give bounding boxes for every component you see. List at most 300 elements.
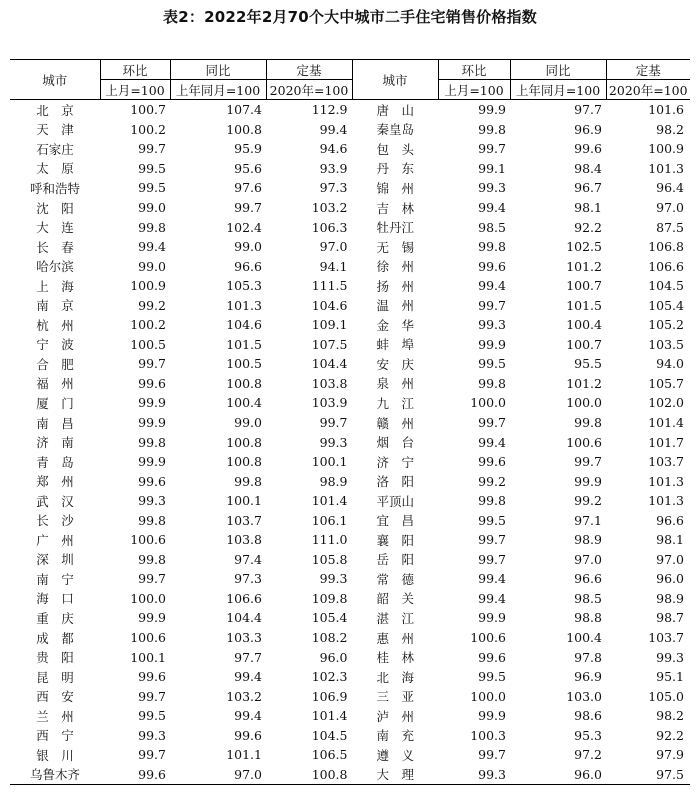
mom-right-cell: 99.8 — [478, 239, 506, 255]
mom-left-cell: 99.5 — [138, 180, 166, 196]
yoy-left-cell: 97.4 — [234, 551, 262, 567]
yoy-right-cell: 96.6 — [574, 571, 602, 587]
mom-left-cell: 99.7 — [138, 356, 166, 372]
mom-right-cell: 99.8 — [478, 375, 506, 391]
fixed-right-cell: 103.7 — [648, 454, 684, 470]
fixed-right-cell: 102.0 — [648, 395, 684, 411]
mom-right-cell: 99.6 — [478, 258, 506, 274]
fixed-right-cell: 99.3 — [656, 649, 684, 665]
table-row — [10, 354, 690, 374]
city-left-cell: 西 安 — [36, 689, 74, 705]
mom-right-cell: 99.2 — [478, 473, 506, 489]
yoy-left-cell: 99.4 — [234, 669, 262, 685]
city-left-cell: 长 沙 — [36, 513, 74, 529]
mom-right-cell: 99.4 — [478, 278, 506, 294]
mom-base-header-right: 上月=100 — [438, 80, 510, 100]
fixed-left-cell: 93.9 — [319, 160, 348, 176]
fixed-right-cell: 97.0 — [656, 200, 684, 215]
mom-base-header: 上月=100 — [100, 80, 170, 100]
city-right-cell: 南 充 — [376, 728, 414, 744]
table-row — [10, 432, 690, 452]
city-left-cell: 广 州 — [36, 532, 74, 548]
mom-right-cell: 99.7 — [478, 747, 506, 763]
table-row — [10, 413, 690, 433]
yoy-left-cell: 99.0 — [234, 239, 262, 255]
fixed-left-cell: 100.8 — [266, 765, 352, 785]
yoy-left-cell: 103.7 — [226, 512, 262, 528]
city-right-cell: 温 州 — [376, 298, 414, 314]
city-left-cell: 重 庆 — [36, 610, 74, 626]
mom-left-cell: 100.1 — [130, 649, 166, 665]
yoy-right-cell: 96.7 — [574, 180, 602, 196]
table-row — [10, 335, 690, 355]
yoy-left-cell: 100.8 — [226, 375, 262, 391]
mom-header: 环比 — [100, 60, 170, 80]
mom-right-cell: 99.3 — [478, 180, 506, 196]
yoy-right-cell: 100.6 — [566, 434, 602, 450]
yoy-left-cell: 99.7 — [234, 200, 262, 215]
yoy-left-cell: 100.4 — [226, 395, 262, 411]
mom-right-cell: 99.9 — [478, 336, 506, 352]
fixed-left-cell: 111.5 — [311, 278, 348, 294]
yoy-left-cell: 101.5 — [226, 336, 262, 352]
fixed-right-cell: 106.6 — [648, 258, 684, 274]
fixed-left-cell: 97.0 — [319, 239, 348, 255]
yoy-left-cell: 97.6 — [234, 180, 262, 196]
yoy-left-cell: 96.6 — [234, 258, 262, 274]
yoy-left-cell: 99.8 — [234, 473, 262, 489]
city-left-cell: 厦 门 — [36, 395, 74, 411]
city-left-cell: 石家庄 — [36, 141, 74, 157]
city-left-cell: 乌鲁木齐 — [10, 765, 100, 785]
mom-left-cell: 99.6 — [138, 375, 166, 391]
mom-right-cell: 100.3 — [470, 727, 506, 743]
mom-right-cell: 99.8 — [478, 121, 506, 137]
mom-left-cell: 100.0 — [130, 590, 166, 606]
city-left-cell: 济 南 — [36, 435, 74, 451]
mom-left-cell: 99.0 — [138, 200, 166, 215]
yoy-right-cell: 100.4 — [566, 630, 602, 646]
city-left-cell: 呼和浩特 — [29, 180, 80, 196]
mom-left-cell: 100.9 — [130, 278, 166, 294]
fixed-right-cell: 95.1 — [656, 669, 684, 685]
table-row — [10, 550, 690, 570]
city-left-cell: 太 原 — [36, 161, 74, 177]
yoy-right-cell: 100.4 — [566, 317, 602, 333]
fixed-left-cell: 103.2 — [311, 200, 348, 215]
mom-right-cell: 99.7 — [478, 297, 506, 313]
fixed-left-cell: 99.7 — [319, 415, 348, 431]
city-right-cell: 泉 州 — [376, 376, 414, 392]
yoy-right-cell: 100.7 — [566, 278, 602, 294]
yoy-right-cell: 97.2 — [574, 747, 602, 763]
city-left-cell: 天 津 — [36, 122, 74, 138]
yoy-left-cell: 97.3 — [234, 571, 262, 587]
yoy-right-cell: 100.7 — [566, 336, 602, 352]
fixed-right-cell: 98.2 — [656, 121, 684, 137]
yoy-right-cell: 98.5 — [574, 590, 602, 606]
yoy-left-cell: 95.9 — [234, 141, 262, 157]
city-header: 城市 — [10, 60, 100, 100]
yoy-left-cell: 104.6 — [226, 317, 262, 333]
yoy-left-cell: 99.4 — [234, 708, 262, 724]
fixed-right-cell: 96.4 — [656, 180, 684, 196]
table-row — [10, 276, 690, 296]
city-right-cell: 唐 山 — [376, 102, 414, 118]
yoy-left-cell: 100.5 — [226, 356, 262, 372]
yoy-right-cell: 102.5 — [566, 239, 602, 255]
city-right-cell: 常 德 — [376, 571, 414, 587]
city-right-cell: 湛 江 — [376, 610, 414, 626]
yoy-left-cell: 103.8 — [226, 532, 262, 548]
yoy-right-cell: 101.2 — [566, 258, 602, 274]
mom-left-cell: 99.9 — [138, 415, 166, 431]
city-left-cell: 杭 州 — [36, 317, 74, 333]
mom-left-cell: 100.2 — [130, 317, 166, 333]
mom-left-cell: 99.7 — [138, 688, 166, 704]
city-left-cell: 银 川 — [36, 747, 74, 763]
fixed-left-cell: 107.5 — [311, 336, 348, 352]
mom-left-cell: 99.2 — [138, 297, 166, 313]
mom-right-cell: 100.0 — [470, 395, 506, 411]
city-right-cell: 锦 州 — [376, 180, 414, 196]
city-left-cell: 哈尔滨 — [36, 259, 74, 275]
mom-right-cell: 99.9 — [478, 102, 506, 118]
yoy-left-cell: 103.2 — [226, 688, 262, 704]
table-row — [10, 393, 690, 413]
yoy-right-cell: 95.5 — [574, 356, 602, 372]
fixed-right-cell: 98.1 — [656, 532, 684, 548]
mom-right-cell: 99.3 — [478, 317, 506, 333]
yoy-right-cell: 101.5 — [566, 297, 602, 313]
city-right-cell: 无 锡 — [376, 239, 414, 255]
yoy-left-cell: 101.3 — [226, 297, 262, 313]
yoy-right-cell: 98.8 — [574, 610, 602, 626]
table-row — [10, 471, 690, 491]
fixed-left-cell: 109.1 — [311, 317, 348, 333]
fixed-right-cell: 97.9 — [656, 747, 684, 763]
fixed-header-right: 定基 — [606, 60, 690, 80]
city-right-cell: 北 海 — [376, 669, 414, 685]
fixed-right-cell: 101.3 — [648, 160, 684, 176]
fixed-left-cell: 106.9 — [311, 688, 348, 704]
mom-right-cell: 100.0 — [470, 688, 506, 704]
table-row — [10, 569, 690, 589]
fixed-right-cell: 98.2 — [656, 708, 684, 724]
city-right-cell: 襄 阳 — [376, 532, 414, 548]
city-left-cell: 南 昌 — [36, 415, 74, 431]
city-left-cell: 武 汉 — [36, 493, 74, 509]
city-left-cell: 西 宁 — [36, 728, 74, 744]
yoy-right-cell: 103.0 — [566, 688, 602, 704]
mom-left-cell: 100.6 — [130, 532, 166, 548]
table-row — [10, 745, 690, 765]
yoy-right-cell: 96.0 — [510, 765, 606, 785]
table-row — [10, 510, 690, 530]
mom-left-cell: 99.8 — [138, 512, 166, 528]
city-right-cell: 金 华 — [376, 317, 414, 333]
mom-left-cell: 99.9 — [138, 395, 166, 411]
fixed-right-cell: 105.7 — [648, 375, 684, 391]
table-row — [10, 706, 690, 726]
city-right-cell: 包 头 — [376, 141, 414, 157]
price-index-table — [10, 59, 690, 785]
yoy-left-cell: 107.4 — [226, 102, 262, 118]
yoy-right-cell: 101.2 — [566, 375, 602, 391]
mom-right-cell: 98.5 — [478, 219, 506, 235]
table-row — [10, 374, 690, 394]
yoy-right-cell: 98.9 — [574, 532, 602, 548]
fixed-left-cell: 99.4 — [319, 121, 348, 137]
city-right-cell: 徐 州 — [376, 259, 414, 275]
table-row — [10, 256, 690, 276]
city-right-cell: 泸 州 — [376, 708, 414, 724]
yoy-right-cell: 96.9 — [574, 669, 602, 685]
yoy-right-cell: 99.6 — [574, 141, 602, 157]
city-right-cell: 济 宁 — [376, 454, 414, 470]
fixed-left-cell: 102.3 — [311, 669, 348, 685]
yoy-right-cell: 96.9 — [574, 121, 602, 137]
fixed-left-cell: 103.8 — [311, 375, 348, 391]
table-row — [10, 100, 690, 120]
city-right-cell: 九 江 — [376, 395, 414, 411]
yoy-right-cell: 92.2 — [574, 219, 602, 235]
mom-right-cell: 99.4 — [478, 571, 506, 587]
fixed-right-cell: 104.5 — [648, 278, 684, 294]
fixed-left-cell: 109.8 — [311, 590, 348, 606]
city-left-cell: 福 州 — [36, 376, 74, 392]
table-row — [10, 530, 690, 550]
table-title: 表2：2022年2月70个大中城市二手住宅销售价格指数 — [163, 8, 537, 26]
city-right-cell: 岳 阳 — [376, 552, 414, 568]
city-right-cell: 惠 州 — [376, 630, 414, 646]
fixed-right-cell: 103.5 — [648, 336, 684, 352]
yoy-right-cell: 99.8 — [574, 415, 602, 431]
mom-left-cell: 99.3 — [138, 493, 166, 509]
yoy-right-cell: 97.8 — [574, 649, 602, 665]
yoy-right-cell: 95.3 — [574, 727, 602, 743]
fixed-header: 定基 — [266, 60, 352, 80]
mom-right-cell: 99.7 — [478, 415, 506, 431]
city-right-cell: 宜 昌 — [376, 513, 414, 529]
mom-right-cell: 99.5 — [478, 512, 506, 528]
table-row — [10, 667, 690, 687]
yoy-left-cell: 100.8 — [226, 434, 262, 450]
yoy-right-cell: 99.7 — [574, 454, 602, 470]
city-right-cell: 秦皇岛 — [376, 122, 414, 138]
city-left-cell: 上 海 — [36, 278, 74, 294]
table-row — [10, 198, 690, 218]
fixed-right-cell: 101.6 — [648, 102, 684, 118]
city-right-cell: 烟 台 — [376, 435, 414, 451]
mom-left-cell: 100.6 — [130, 630, 166, 646]
city-right-cell: 扬 州 — [376, 278, 414, 294]
yoy-header: 同比 — [170, 60, 266, 80]
fixed-right-cell: 94.0 — [656, 356, 684, 372]
fixed-left-cell: 101.4 — [311, 708, 348, 724]
yoy-left-cell: 103.3 — [226, 630, 262, 646]
city-left-cell: 大 连 — [36, 220, 74, 236]
fixed-left-cell: 101.4 — [311, 493, 348, 509]
mom-left-cell: 99.6 — [100, 765, 170, 785]
city-left-cell: 贵 阳 — [36, 650, 74, 666]
yoy-left-cell: 99.6 — [234, 727, 262, 743]
city-right-cell: 牡丹江 — [376, 220, 414, 236]
city-right-cell: 洛 阳 — [376, 474, 414, 490]
mom-right-cell: 99.9 — [478, 708, 506, 724]
city-right-cell: 安 庆 — [376, 356, 414, 372]
yoy-right-cell: 100.0 — [566, 395, 602, 411]
mom-left-cell: 99.3 — [138, 727, 166, 743]
fixed-right-cell: 105.2 — [648, 317, 684, 333]
fixed-right-cell: 101.3 — [648, 473, 684, 489]
yoy-left-cell: 95.6 — [234, 160, 262, 176]
fixed-left-cell: 104.4 — [311, 356, 348, 372]
table-row — [10, 491, 690, 511]
yoy-left-cell: 100.8 — [226, 121, 262, 137]
city-left-cell: 南 宁 — [36, 571, 74, 587]
fixed-right-cell: 106.8 — [648, 239, 684, 255]
fixed-left-cell: 100.1 — [311, 454, 348, 470]
yoy-left-cell: 100.1 — [226, 493, 262, 509]
table-row — [10, 178, 690, 198]
yoy-left-cell: 97.7 — [234, 649, 262, 665]
yoy-right-cell: 97.0 — [574, 551, 602, 567]
fixed-right-cell: 105.4 — [648, 297, 684, 313]
mom-left-cell: 99.7 — [138, 571, 166, 587]
fixed-right-cell: 96.0 — [656, 571, 684, 587]
city-right-cell: 三 亚 — [376, 689, 414, 705]
table-row — [10, 237, 690, 257]
yoy-left-cell: 100.8 — [226, 454, 262, 470]
fixed-left-cell: 96.0 — [319, 649, 348, 665]
mom-left-cell: 100.5 — [130, 336, 166, 352]
yoy-right-cell: 98.4 — [574, 160, 602, 176]
city-left-cell: 青 岛 — [36, 454, 74, 470]
city-left-cell: 成 都 — [36, 630, 74, 646]
city-header-right: 城市 — [352, 60, 438, 100]
mom-left-cell: 99.5 — [138, 160, 166, 176]
yoy-base-header-right: 上年同月=100 — [510, 80, 606, 100]
table-row — [10, 315, 690, 335]
yoy-left-cell: 97.0 — [170, 765, 266, 785]
city-left-cell: 长 春 — [36, 239, 74, 255]
mom-right-cell: 99.1 — [478, 160, 506, 176]
city-right-cell: 大 理 — [352, 765, 438, 785]
city-right-cell: 平顶山 — [376, 493, 414, 509]
fixed-right-cell: 101.7 — [648, 434, 684, 450]
mom-left-cell: 99.7 — [138, 141, 166, 157]
fixed-right-cell: 105.0 — [648, 688, 684, 704]
mom-right-cell: 99.6 — [478, 454, 506, 470]
fixed-right-cell: 92.2 — [656, 727, 684, 743]
mom-right-cell: 100.6 — [470, 630, 506, 646]
fixed-base-header: 2020年=100 — [266, 80, 352, 100]
yoy-left-cell: 101.1 — [226, 747, 262, 763]
mom-right-cell: 99.9 — [478, 610, 506, 626]
table-row — [10, 765, 690, 785]
fixed-left-cell: 99.3 — [319, 434, 348, 450]
fixed-left-cell: 112.9 — [311, 102, 348, 118]
mom-right-cell: 99.5 — [478, 669, 506, 685]
city-right-cell: 吉 林 — [376, 200, 414, 216]
fixed-left-cell: 104.5 — [311, 727, 348, 743]
city-left-cell: 北 京 — [36, 102, 74, 118]
table-row — [10, 452, 690, 472]
mom-left-cell: 99.0 — [138, 258, 166, 274]
city-left-cell: 南 京 — [36, 298, 74, 314]
mom-right-cell: 99.3 — [438, 765, 510, 785]
city-right-cell: 韶 关 — [376, 591, 414, 607]
fixed-left-cell: 99.3 — [319, 571, 348, 587]
fixed-left-cell: 105.4 — [311, 610, 348, 626]
yoy-base-header: 上年同月=100 — [170, 80, 266, 100]
city-left-cell: 郑 州 — [36, 474, 74, 490]
city-left-cell: 海 口 — [36, 591, 74, 607]
yoy-right-cell: 99.9 — [574, 473, 602, 489]
mom-left-cell: 99.4 — [138, 239, 166, 255]
fixed-left-cell: 103.9 — [311, 395, 348, 411]
mom-right-cell: 99.7 — [478, 551, 506, 567]
mom-right-cell: 99.6 — [478, 649, 506, 665]
fixed-right-cell: 101.3 — [648, 493, 684, 509]
mom-left-cell: 100.2 — [130, 121, 166, 137]
fixed-left-cell: 106.1 — [311, 512, 348, 528]
city-left-cell: 合 肥 — [36, 356, 74, 372]
table-row — [10, 608, 690, 628]
fixed-right-cell: 100.9 — [648, 141, 684, 157]
fixed-right-cell: 97.0 — [656, 551, 684, 567]
yoy-left-cell: 105.3 — [226, 278, 262, 294]
mom-right-cell: 99.4 — [478, 434, 506, 450]
city-right-cell: 桂 林 — [376, 650, 414, 666]
mom-left-cell: 99.5 — [138, 708, 166, 724]
fixed-left-cell: 104.6 — [311, 297, 348, 313]
yoy-right-cell: 99.2 — [574, 493, 602, 509]
table-body — [10, 100, 690, 785]
fixed-right-cell: 96.6 — [656, 512, 684, 528]
table-row — [10, 217, 690, 237]
yoy-right-cell: 97.7 — [574, 102, 602, 118]
mom-right-cell: 99.7 — [478, 141, 506, 157]
city-left-cell: 深 圳 — [36, 552, 74, 568]
yoy-left-cell: 104.4 — [226, 610, 262, 626]
yoy-left-cell: 102.4 — [226, 219, 262, 235]
city-right-cell: 丹 东 — [376, 161, 414, 177]
city-left-cell: 兰 州 — [36, 708, 74, 724]
fixed-left-cell: 106.5 — [311, 747, 348, 763]
fixed-left-cell: 105.8 — [311, 551, 348, 567]
yoy-right-cell: 98.1 — [574, 200, 602, 215]
fixed-left-cell: 108.2 — [311, 630, 348, 646]
yoy-left-cell: 99.0 — [234, 415, 262, 431]
yoy-header-right: 同比 — [510, 60, 606, 80]
table-row — [10, 295, 690, 315]
mom-left-cell: 99.8 — [138, 551, 166, 567]
table-row — [10, 589, 690, 609]
mom-right-cell: 99.4 — [478, 590, 506, 606]
mom-left-cell: 99.8 — [138, 219, 166, 235]
table-row — [10, 120, 690, 140]
fixed-right-cell: 87.5 — [656, 219, 684, 235]
fixed-right-cell: 98.9 — [656, 590, 684, 606]
fixed-left-cell: 94.1 — [319, 258, 348, 274]
mom-left-cell: 99.6 — [138, 473, 166, 489]
mom-right-cell: 99.4 — [478, 200, 506, 215]
mom-left-cell: 99.9 — [138, 610, 166, 626]
city-right-cell: 赣 州 — [376, 415, 414, 431]
mom-left-cell: 99.6 — [138, 669, 166, 685]
